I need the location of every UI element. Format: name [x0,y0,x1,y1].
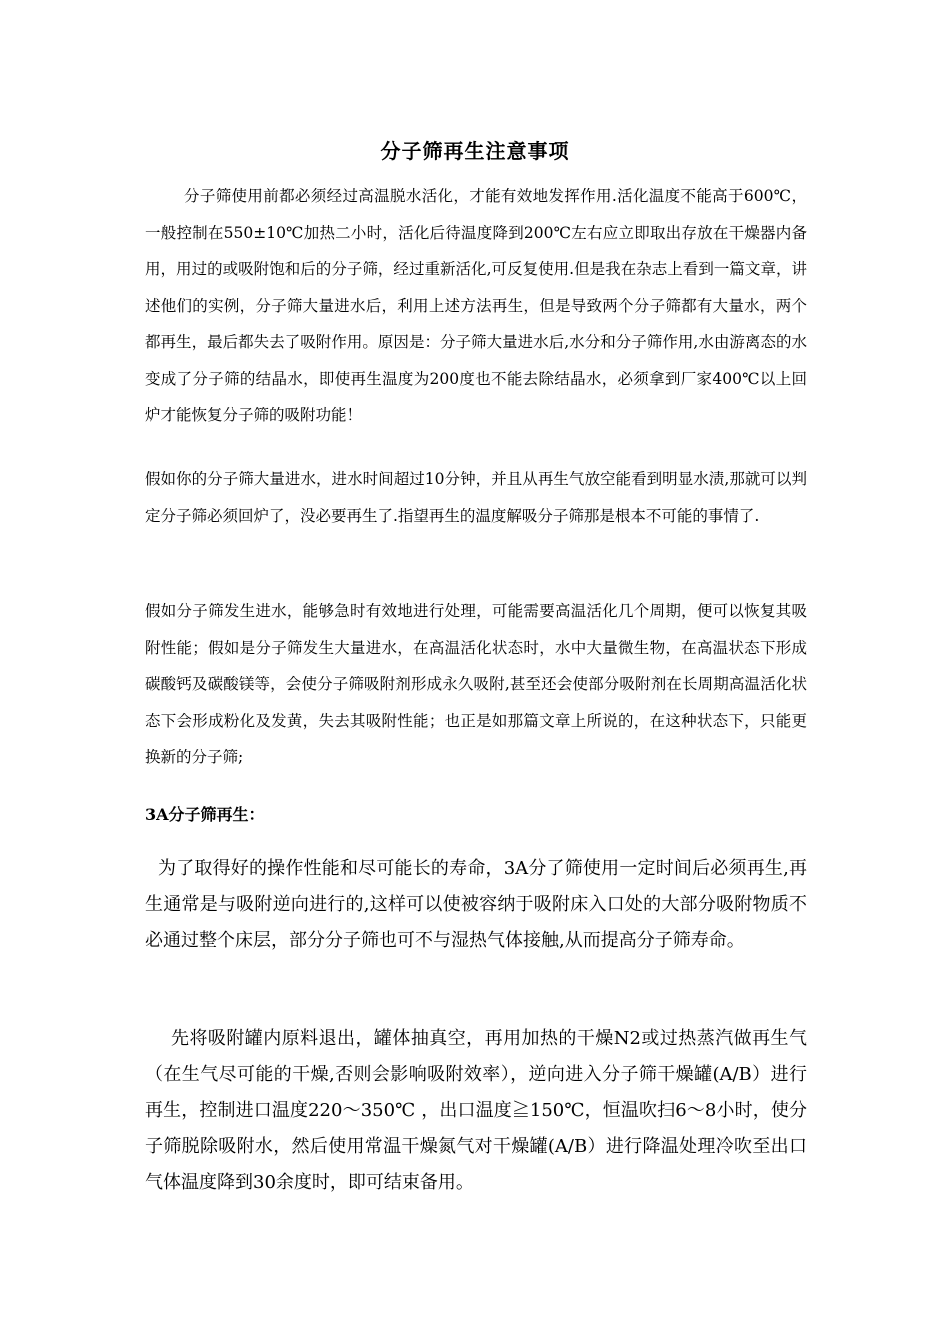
section-heading-3a-regeneration: 3A分子筛再生： [145,805,265,824]
paragraph-water-ingress: 假如你的分子筛大量进水，进水时间超过10分钟，并且从再生气放空能看到明显水渍,那就可以判定分子筛必须回炉了，没必要再生了.指望再生的温度解吸分子筛那是根本不可能的事情了. [145,470,807,525]
document-title: 分子筛再生注意事项 [380,139,570,164]
paragraph-emergency-treatment: 假如分子筛发生进水，能够急时有效地进行处理，可能需要高温活化几个周期，便可以恢复其吸附性能；假如是分子筛发生大量进水，在高温活化状态时，水中大量微生物，在高温状态下形成碳酸钙及碳酸镁等，会使分子筛吸附剂形成永久吸附,甚至还会使部分吸附剂在长周期高温活化状态下会形成粉化及发黄，失去其吸附性能；也正是如那篇文章上所说的，在这种状态下，只能更换新的分子筛; [145,602,807,766]
paragraph-regeneration-purpose: 为了取得好的操作性能和尽可能长的寿命，3A分了筛使用一定时间后必须再生,再生通常是与吸附逆向进行的,这样可以使被容纳于吸附床入口处的大部分吸附物质不必通过整个床层，部分分子筛也可不与湿热气体接触,从而提高分子筛寿命。 [145,858,807,951]
paragraph-activation: 分子筛使用前都必须经过高温脱水活化，才能有效地发挥作用.活化温度不能高于600℃，一般控制在550±10℃加热二小时，活化后待温度降到200℃左右应立即取出存放在干燥器内备用，用过的或吸附饱和后的分子筛，经过重新活化,可反复使用.但是我在杂志上看到一篇文章，讲述他们的实例，分子筛大量进水后，利用上述方法再生，但是导致两个分子筛都有大量水，两个都再生，最后都失去了吸附作用。原因是：分子筛大量进水后,水分和分子筛作用,水由游离态的水变成了分子筛的结晶水，即使再生温度为200度也不能去除结晶水，必须拿到厂家400℃以上回炉才能恢复分子筛的吸附功能！ [145,187,807,424]
paragraph-regeneration-procedure: 先将吸附罐内原料退出，罐体抽真空，再用加热的干燥N2或过热蒸汽做再生气（在生气尽可能的干燥,否则会影响吸附效率），逆向进入分子筛干燥罐(A/B）进行再生，控制进口温度220～350℃ ，出口温度≧150℃，恒温吹扫6～8小时，使分子筛脱除吸附水，然后使用常温干燥氮气对干燥罐(A/B）进行降温处理冷吹至出口气体温度降到30余度时，即可结束备用。 [145,1028,807,1193]
